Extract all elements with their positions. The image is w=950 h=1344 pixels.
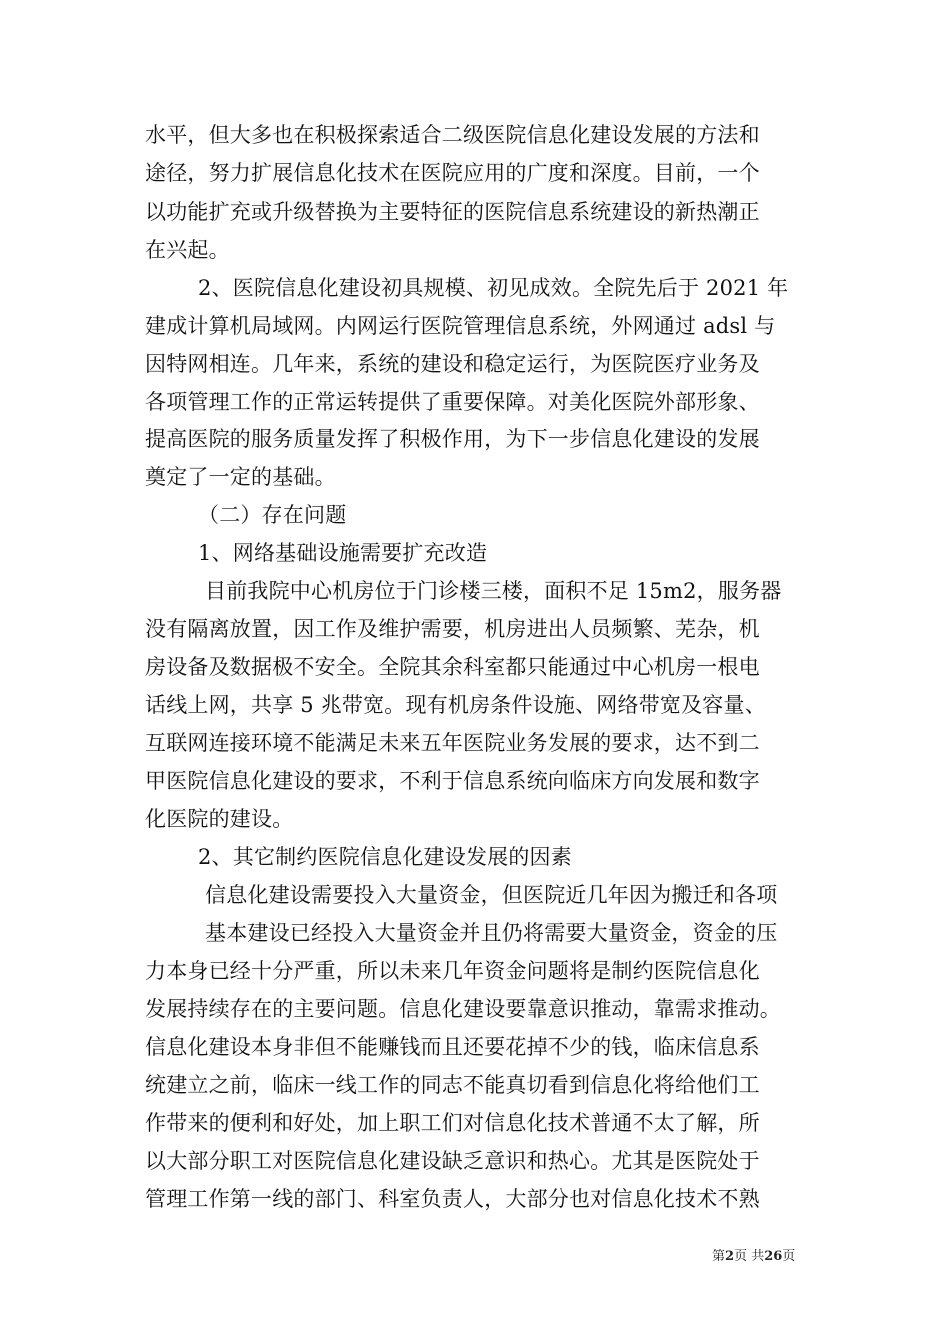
subsection-heading: 2、其它制约医院信息化建设发展的因素: [198, 845, 572, 869]
paragraph-line: 以大部分职工对医院信息化建设缺乏意识和热心。尤其是医院处于: [145, 1149, 760, 1173]
paragraph-line: 房设备及数据极不安全。全院其余科室都只能通过中心机房一根电: [145, 655, 760, 679]
current-page-number: 2: [725, 1249, 735, 1264]
paragraph-line: 基本建设已经投入大量资金并且仍将需要大量资金，资金的压: [205, 921, 778, 945]
paragraph-line: 话线上网，共享 5 兆带宽。现有机房条件设施、网络带宽及容量、: [145, 693, 766, 717]
paragraph-line: 信息化建设本身非但不能赚钱而且还要花掉不少的钱，临床信息系: [145, 1035, 760, 1059]
paragraph-line: 水平，但大多也在积极探索适合二级医院信息化建设发展的方法和: [145, 123, 760, 147]
paragraph-line: 化医院的建设。: [145, 807, 294, 831]
footer-middle: 页 共: [734, 1249, 765, 1264]
paragraph-line: 因特网相连。几年来，系统的建设和稳定运行，为医院医疗业务及: [145, 352, 760, 376]
page-number-footer: [712, 1248, 795, 1266]
paragraph-line: 途径，努力扩展信息化技术在医院应用的广度和深度。目前，一个: [145, 161, 760, 185]
paragraph-line: 提高医院的服务质量发挥了积极作用，为下一步信息化建设的发展: [145, 427, 760, 451]
paragraph-line: 互联网连接环境不能满足未来五年医院业务发展的要求，达不到二: [145, 731, 760, 755]
paragraph-line: 2、医院信息化建设初具规模、初见成效。全院先后于 2021 年: [198, 276, 789, 300]
paragraph-line: 统建立之前，临床一线工作的同志不能真切看到信息化将给他们工: [145, 1073, 760, 1097]
footer-prefix: 第: [712, 1249, 726, 1264]
paragraph-line: 力本身已经十分严重，所以未来几年资金问题将是制约医院信息化: [145, 959, 760, 983]
paragraph-line: 信息化建设需要投入大量资金，但医院近几年因为搬迁和各项: [205, 883, 778, 907]
footer-suffix: 页: [782, 1249, 796, 1264]
subsection-heading: 1、网络基础设施需要扩充改造: [198, 541, 488, 565]
paragraph-line: 没有隔离放置，因工作及维护需要，机房进出人员频繁、芜杂，机: [145, 617, 760, 641]
total-page-count: 26: [764, 1249, 783, 1264]
paragraph-line: 作带来的便利和好处，加上职工们对信息化技术普通不太了解，所: [145, 1111, 760, 1135]
paragraph-line: 以功能扩充或升级替换为主要特征的医院信息系统建设的新热潮正: [145, 200, 760, 224]
paragraph-line: 在兴起。: [145, 238, 230, 262]
paragraph-line: 甲医院信息化建设的要求，不利于信息系统向临床方向发展和数字: [145, 769, 760, 793]
paragraph-line: 建成计算机局域网。内网运行医院管理信息系统，外网通过 adsl 与: [145, 314, 776, 338]
paragraph-line: 管理工作第一线的部门、科室负责人，大部分也对信息化技术不熟: [145, 1187, 760, 1211]
section-heading: （二）存在问题: [198, 503, 347, 527]
paragraph-line: 奠定了一定的基础。: [145, 465, 336, 489]
paragraph-line: 发展持续存在的主要问题。信息化建设要靠意识推动，靠需求推动。: [145, 997, 781, 1021]
paragraph-line: 目前我院中心机房位于门诊楼三楼，面积不足 15m2，服务器: [205, 579, 782, 603]
paragraph-line: 各项管理工作的正常运转提供了重要保障。对美化医院外部形象、: [145, 390, 760, 414]
